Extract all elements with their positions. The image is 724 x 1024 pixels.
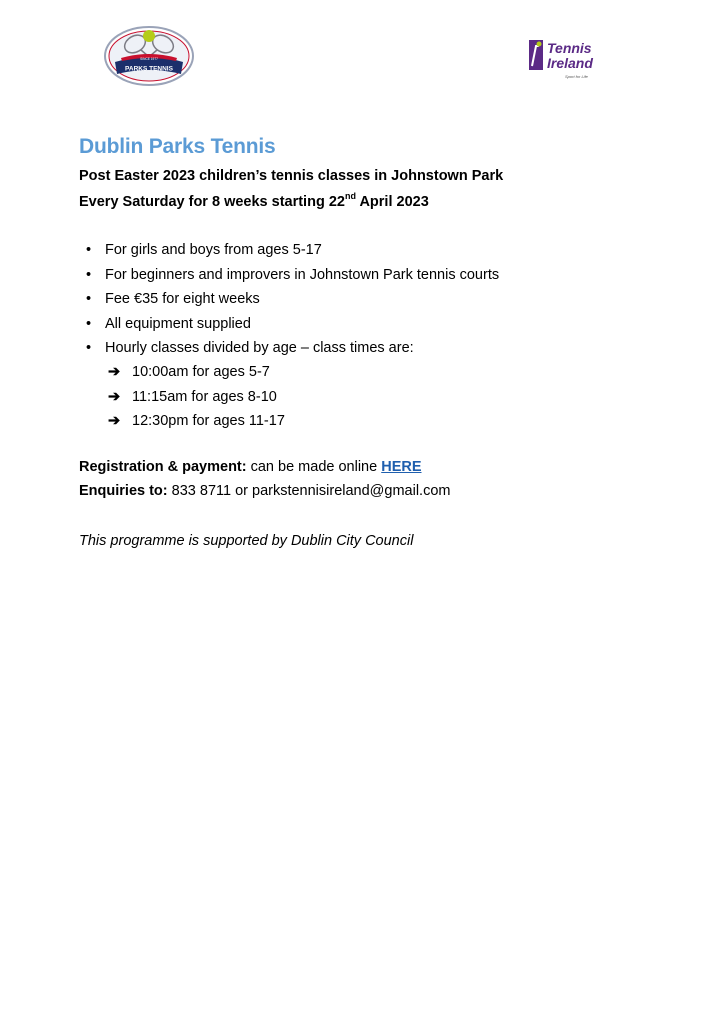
registration-line [79, 459, 422, 475]
class-time-text: 12:30pm for ages 11-17 [132, 413, 285, 429]
bullet-item [79, 265, 639, 290]
class-times-list [108, 362, 285, 436]
registration-text: can be made online [246, 459, 382, 475]
tennis-ireland-line1: Tennis [547, 40, 592, 56]
class-time-item [108, 362, 285, 387]
bullet-text: Fee €35 for eight weeks [105, 291, 260, 307]
schedule-prefix: Every Saturday for 8 weeks starting 22 [79, 193, 345, 210]
bullet-item [79, 314, 639, 339]
bullet-icon: • [86, 242, 92, 258]
bullet-icon: • [86, 291, 92, 307]
bullet-text: All equipment supplied [105, 315, 251, 332]
tennis-ireland-tagline: Sport for Life [565, 74, 588, 79]
schedule-ordinal: nd [344, 191, 356, 201]
class-time-item [108, 411, 285, 436]
sponsor-note: This programme is supported by Dublin City Council [79, 533, 414, 549]
parks-tennis-logo [103, 22, 195, 86]
bullet-icon: • [86, 340, 92, 356]
enquiries-text: 833 8711 or parkstennisireland@gmail.com [167, 483, 451, 499]
class-time-text: 10:00am for ages 5-7 [132, 364, 270, 380]
bullet-item [79, 289, 639, 314]
parks-tennis-since-text: SINCE 1977 [140, 57, 158, 61]
tennis-ireland-logo [527, 36, 619, 82]
bullet-item [79, 338, 639, 363]
subtitle-classes: Post Easter 2023 children’s tennis classes in Johnstown Park [79, 168, 504, 184]
tennis-ireland-line2: Ireland [547, 55, 593, 71]
arrow-right-icon: ➔ [108, 388, 121, 405]
arrow-right-icon: ➔ [108, 364, 121, 380]
bullet-icon: • [86, 315, 92, 332]
page-title: Dublin Parks Tennis [79, 135, 276, 158]
info-bullet-list [79, 240, 639, 363]
parks-tennis-logo-text: PARKS TENNIS [125, 65, 173, 73]
enquiries-line [79, 483, 450, 499]
subtitle-schedule [79, 192, 429, 210]
bullet-item [79, 240, 639, 265]
enquiries-label: Enquiries to: [79, 483, 168, 499]
bullet-text: For beginners and improvers in Johnstown Park tennis courts [105, 266, 500, 283]
class-time-item [108, 387, 285, 412]
registration-label: Registration & payment: [79, 459, 247, 475]
registration-link[interactable]: HERE [381, 459, 422, 475]
bullet-text: Hourly classes divided by age – class times are: [105, 340, 414, 356]
bullet-icon: • [86, 266, 92, 283]
arrow-right-icon: ➔ [108, 413, 121, 429]
schedule-suffix: April 2023 [355, 193, 429, 210]
class-time-text: 11:15am for ages 8-10 [132, 388, 277, 405]
bullet-text: For girls and boys from ages 5-17 [105, 242, 322, 258]
